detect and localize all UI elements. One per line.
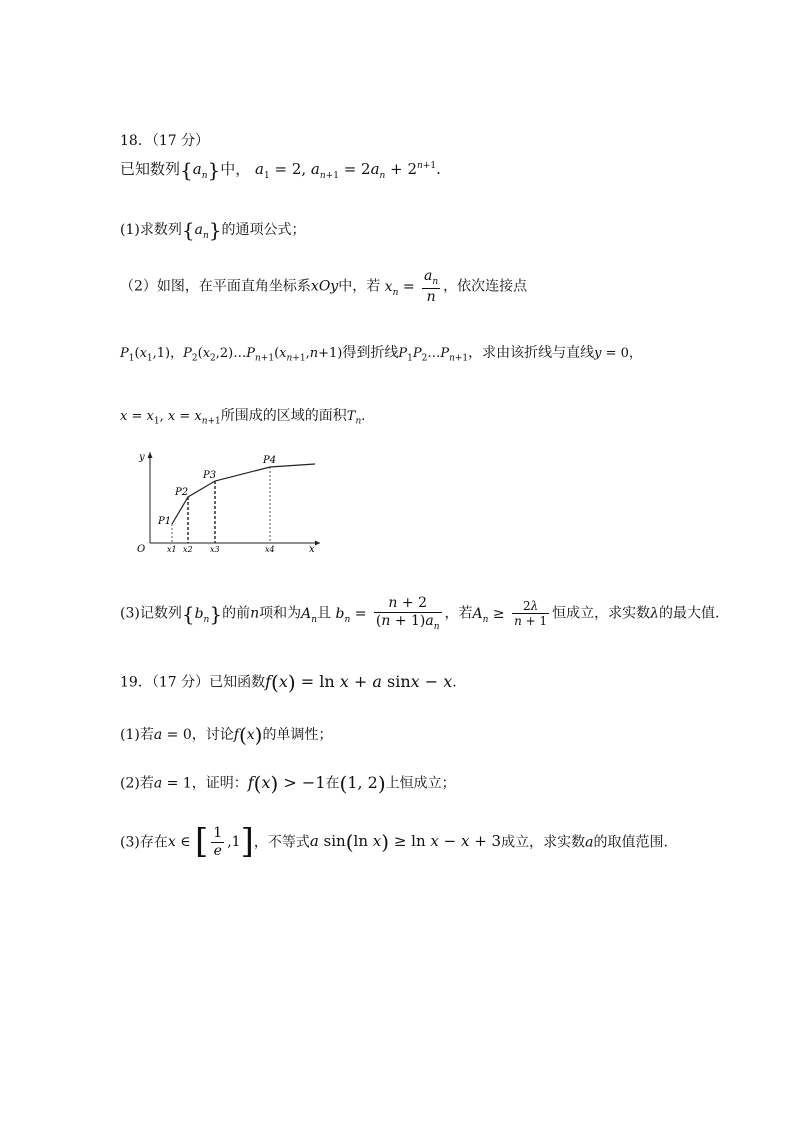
tick-x3: x3 <box>210 545 220 554</box>
math-polyline: $P_1P_2\dots P_{n+1}$ <box>398 346 469 364</box>
math-inequality: $A_n$ ≥ $\frac{2\lambda}{n + 1}$ <box>472 598 548 629</box>
q19-header: 19．（17 分）已知函数f(x) = ln x + a sinx − x. <box>120 670 457 694</box>
math-seq-bn: $\{b_n\}$ <box>181 601 223 626</box>
y-axis-arrow-icon <box>148 452 153 458</box>
math-interval: (1, 2) <box>339 771 386 795</box>
math-fx: f(x) <box>233 723 263 747</box>
math-xoy: xOy <box>310 278 339 295</box>
point-label-p1: P1 <box>158 516 172 527</box>
point-label-p4: P4 <box>263 455 277 466</box>
math-An: $A_n$ <box>301 605 318 625</box>
math-bn-def: $b_n$ = $\frac{n + 2}{(n + 1)a_n}$ <box>335 595 440 632</box>
math-y0: y = 0 <box>594 346 629 361</box>
math-seq-an: $\{a_n\}$ <box>181 218 222 242</box>
math-a: a <box>585 834 594 851</box>
math-points: $P_1(x_1,1)$，$P_2(x_2,2)\dots P_{n+1}(x_{n+1},n+1)$ <box>120 346 343 364</box>
y-axis-label: y <box>139 452 145 463</box>
polyline-curve <box>172 464 315 524</box>
math-seq-an: $\{a_n\}$ <box>180 158 221 182</box>
math-fx-def: f(x) = ln x + a sinx − x <box>265 670 453 694</box>
math-lambda: λ <box>650 605 660 622</box>
polyline-figure <box>130 448 330 558</box>
math-ineq2: a sin(ln x) ≥ ln x − x + 3 <box>309 830 502 855</box>
math-a1: a = 1 <box>153 775 192 792</box>
tick-x4: x4 <box>265 545 275 554</box>
q18-part2-line2: $P_1(x_1,1)$，$P_2(x_2,2)\dots P_{n+1}(x_{n+1},n+1)$得到折线$P_1P_2\dots P_{n+1}$，求由该折线与直线y = 0， <box>120 345 642 364</box>
q19-part3: (3)存在x ∈ [ $\frac{1}{e}$ ,1]，不等式a sin(ln x) ≥ ln x − x + 3成立，求实数a的取值范围. <box>120 822 668 862</box>
q18-part1: (1)求数列$\{a_n\}$的通项公式； <box>120 218 306 242</box>
q18-part2-line1: （2）如图，在平面直角坐标系xOy中，若 $x_n$ = $\frac{a_n}{n}$ ，依次连接点 <box>120 268 528 305</box>
math-recurrence: $a_1 = 2$, $a_{n+1} = 2a_n + 2^{n+1}$. <box>255 160 441 181</box>
q18-header: 18．（17 分） <box>120 133 210 149</box>
tick-x2: x2 <box>183 545 193 554</box>
math-Tn: $T_n$ <box>346 409 362 427</box>
q19-part1: (1)若a = 0，讨论f(x)的单调性； <box>120 723 333 747</box>
math-x-range: x ∈ [ $\frac{1}{e}$ ,1] <box>167 822 254 862</box>
point-label-p2: P2 <box>175 487 189 498</box>
x-axis-label: x <box>309 544 315 555</box>
q18-part3: (3)记数列$\{b_n\}$的前n项和为$A_n$且 $b_n$ = $\frac{n + 2}{(n + 1)a_n}$ ，若$A_n$ ≥ $\frac{2\lambda}{n + 1}$ 恒成立，求实数λ的最大值. <box>120 595 720 632</box>
math-xn-def: $x_n$ = $\frac{a_n}{n}$ <box>384 268 439 305</box>
x-axis-arrow-icon <box>315 541 320 546</box>
q19-part2: (2)若a = 1，证明：f(x) > −1在(1, 2)上恒成立； <box>120 771 456 795</box>
math-fx-gt: f(x) > −1 <box>247 771 326 795</box>
math-bounds: $x = x_1$, $x = x_{n+1}$ <box>120 409 221 427</box>
origin-label: O <box>137 544 146 555</box>
q18-intro: 已知数列$\{a_n\}$中， $a_1 = 2$, $a_{n+1} = 2a_n + 2^{n+1}$. <box>120 158 441 182</box>
math-n: n <box>250 605 260 622</box>
q18-part2-line3: $x = x_1$, $x = x_{n+1}$所围成的区域的面积$T_n$. <box>120 408 366 427</box>
math-a0: a = 0 <box>153 727 192 743</box>
tick-x1: x1 <box>167 545 177 554</box>
point-label-p3: P3 <box>203 470 217 481</box>
